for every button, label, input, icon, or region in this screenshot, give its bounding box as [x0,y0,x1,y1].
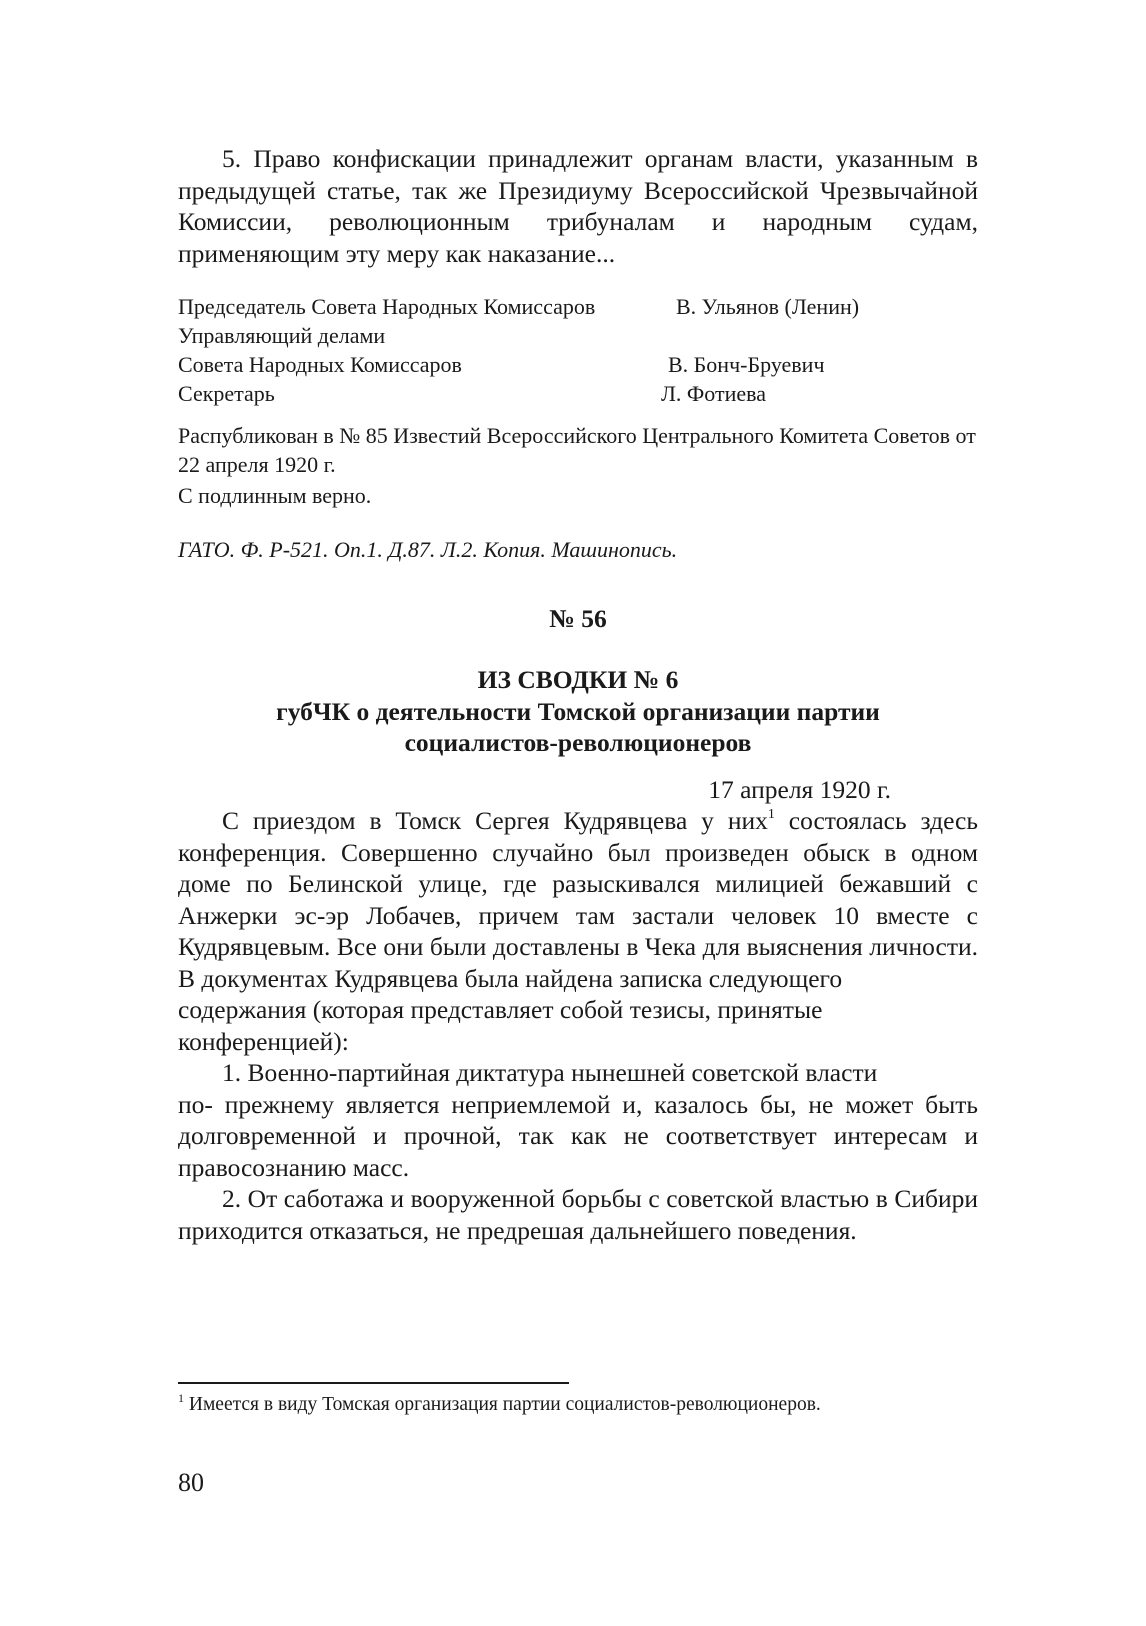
signature-title: Секретарь [178,381,275,406]
doc-body [178,805,978,1246]
footnote-mark: 1 [178,1391,184,1405]
doc-date-text: 17 апреля 1920 г. [708,775,891,804]
body-p1-line-a: содержания (которая представляет собой тезисы, принятые [178,995,823,1024]
republished-note [178,421,978,479]
signature-title: Совета Народных Комиссаров [178,352,462,377]
body-paragraph-1 [178,805,978,994]
signature-block [178,292,978,408]
signature-name: В. Ульянов (Ленин) [676,294,860,319]
archive-reference [178,535,978,564]
body-p1-rest: состоялась здесь конференция. Совершенно случайно был произведен обыск в одном доме по Белинской улице, где разыскивался милицией бежавший с Анжерки эс-эр Лобачев, причем там застали человек 10 вместе с Кудрявцевым. Все они были доставлены в Чека для выяснения личности. В документах Кудрявцева была найдена записка следующего [178,806,978,993]
signature-name: В. Бонч-Бруевич [668,352,825,377]
page-number: 80 [178,1468,204,1497]
doc-heading [178,664,978,759]
certified-text: С подлинным верно. [178,483,372,508]
body-p1-line-b: конференцией): [178,1026,349,1056]
body-item-1-rest: по- прежнему является неприемлемой и, казалось бы, не может быть долговременной и прочной, так как не соответствует интересам и правосознанию масс. [178,1089,978,1182]
body-item-2: 2. От саботажа и вооруженной борьбы с советской властью в Сибири приходится отказаться, не предрешая дальнейшего поведения. [178,1184,978,1245]
heading-line-3: социалистов-революционеров [404,728,752,757]
body-p1-start: С приездом в Томск Сергея Кудрявцева у них [222,806,768,835]
certified-note [178,481,978,510]
footnote [178,1392,978,1418]
footnote-divider [178,1382,569,1384]
body-item-1-first-line: 1. Военно-партийная диктатура нынешней советской власти [222,1058,878,1087]
signature-row [178,350,978,379]
archive-ref-text: ГАТО. Ф. Р-521. Оп.1. Д.87. Л.2. Копия. Машинопись. [178,537,678,562]
doc-number [178,603,978,635]
article-5 [178,143,978,269]
footnote-ref: 1 [767,807,775,822]
signature-row [178,292,978,321]
signature-row [178,321,978,350]
heading-line-2: губЧК о деятельности Томской организации партии [276,696,880,726]
doc-number-text: № 56 [549,604,607,633]
signature-title: Управляющий делами [178,323,386,348]
signature-name: Л. Фотиева [661,381,767,406]
signature-row [178,379,978,408]
republished-text: Распубликован в № 85 Известий Всероссийского Центрального Комитета Советов от 22 апреля 1920 г. [178,423,976,477]
signature-title: Председатель Совета Народных Комиссаров [178,294,596,319]
heading-line-1: ИЗ СВОДКИ № 6 [477,665,679,694]
article-5-text: 5. Право конфискации принадлежит органам власти, указанным в предыдущей статье, так же Президиуму Всероссийской Чрезвычайной Комиссии, революционным трибуналам и народным судам, применяющим эту меру как наказание... [178,144,978,268]
doc-date [178,774,978,806]
footnote-text: Имеется в виду Томская организация партии социалистов-революционеров. [184,1394,821,1415]
